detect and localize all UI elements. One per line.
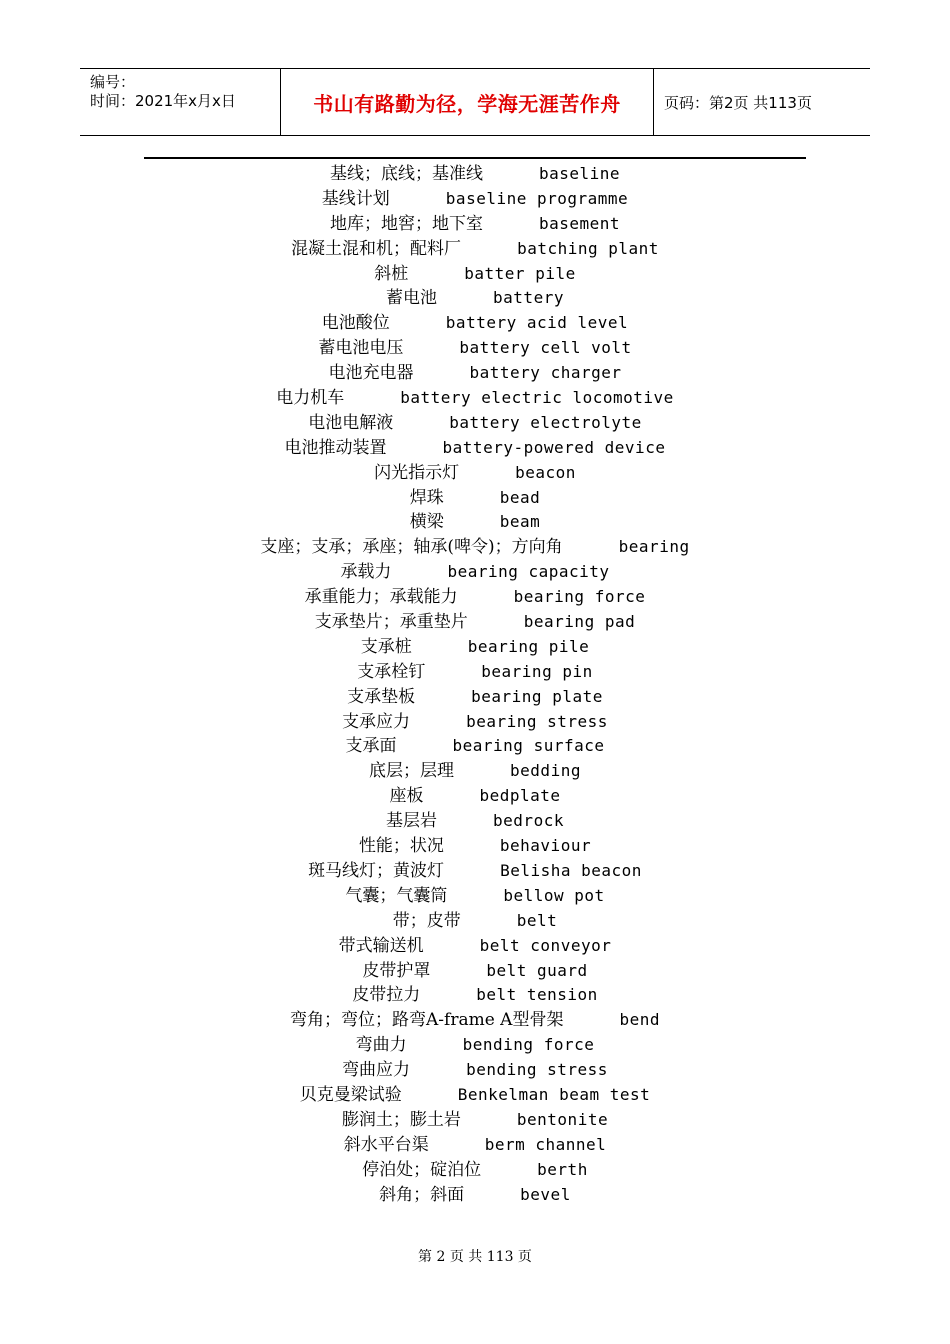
entry-chinese-term: 电力机车 [276, 388, 345, 409]
glossary-entry [0, 884, 950, 909]
entry-chinese-term: 支座；支承；承座；轴承(啤令)；方向角 [260, 537, 563, 558]
glossary-entry [0, 1058, 950, 1083]
glossary-entry [0, 959, 950, 984]
page-info: 页码：第2页 共113页 [664, 93, 812, 112]
entry-english-term: bend [619, 1010, 660, 1030]
glossary-entry [0, 983, 950, 1008]
entry-chinese-term: 底层；层理 [369, 761, 455, 782]
entry-chinese-term: 带式输送机 [338, 935, 424, 956]
entry-english-term: bearing plate [471, 686, 603, 706]
entry-english-term: baseline programme [445, 188, 629, 208]
glossary-entry [0, 934, 950, 959]
entry-english-term: Benkelman beam test [457, 1084, 651, 1104]
entry-english-term: battery [493, 288, 564, 308]
document-header [80, 68, 870, 136]
entry-english-term: belt guard [486, 960, 588, 980]
entry-chinese-term: 支承垫板 [347, 686, 416, 707]
entry-english-term: battery acid level [445, 313, 629, 333]
entry-english-term: berm channel [484, 1134, 607, 1154]
glossary-entry [0, 909, 950, 934]
glossary-entry [0, 834, 950, 859]
entry-chinese-term: 气囊；气囊筒 [345, 885, 448, 906]
entry-chinese-term: 斑马线灯；黄波灯 [308, 860, 445, 881]
entry-english-term: behaviour [499, 836, 592, 856]
glossary-list [0, 162, 950, 1207]
glossary-entry [0, 660, 950, 685]
glossary-entry [0, 859, 950, 884]
entry-chinese-term: 地库；地窖；地下室 [329, 213, 483, 234]
entry-chinese-term: 支承应力 [342, 711, 411, 732]
entry-chinese-term: 带；皮带 [392, 910, 461, 931]
entry-chinese-term: 蓄电池电压 [318, 338, 404, 359]
glossary-entry [0, 734, 950, 759]
entry-english-term: Belisha beacon [500, 860, 642, 880]
entry-chinese-term: 皮带拉力 [352, 985, 421, 1006]
entry-english-term: bead [499, 487, 541, 507]
entry-chinese-term: 电池电解液 [308, 412, 394, 433]
entry-chinese-term: 电池推动装置 [284, 437, 387, 458]
entry-english-term: belt tension [476, 985, 598, 1005]
entry-chinese-term: 停泊处；碇泊位 [362, 1159, 482, 1180]
entry-chinese-term: 横梁 [409, 512, 444, 533]
entry-english-term: beacon [515, 462, 576, 482]
glossary-entry [0, 411, 950, 436]
entry-english-term: bending force [462, 1035, 595, 1055]
entry-english-term: battery electric locomotive [400, 388, 674, 408]
entry-english-term: battery charger [469, 363, 622, 383]
glossary-entry [0, 560, 950, 585]
entry-chinese-term: 闪光指示灯 [374, 462, 460, 483]
header-page-cell [654, 69, 870, 135]
entry-chinese-term: 承重能力；承载能力 [304, 587, 458, 608]
entry-chinese-term: 斜角；斜面 [379, 1184, 465, 1205]
entry-english-term: bearing pin [481, 661, 593, 681]
entry-chinese-term: 混凝土混和机；配料厂 [291, 238, 462, 259]
entry-english-term: battery cell volt [459, 338, 632, 358]
glossary-entry [0, 311, 950, 336]
entry-english-term: batter pile [464, 263, 576, 283]
glossary-entry [0, 212, 950, 237]
entry-english-term: bearing capacity [447, 562, 610, 582]
glossary-entry [0, 461, 950, 486]
entry-english-term: belt conveyor [479, 935, 612, 955]
header-motto-cell [281, 69, 654, 135]
glossary-entry [0, 436, 950, 461]
glossary-entry [0, 759, 950, 784]
entry-english-term: batching plant [517, 238, 659, 258]
glossary-entry [0, 510, 950, 535]
entry-chinese-term: 基层岩 [386, 811, 438, 832]
glossary-entry [0, 685, 950, 710]
glossary-entry [0, 1108, 950, 1133]
glossary-entry [0, 361, 950, 386]
glossary-entry [0, 1158, 950, 1183]
entry-chinese-term: 蓄电池 [386, 288, 438, 309]
entry-chinese-term: 电池充电器 [328, 363, 414, 384]
glossary-entry [0, 1183, 950, 1208]
entry-chinese-term: 皮带护罩 [362, 960, 431, 981]
entry-english-term: bearing [618, 537, 690, 557]
entry-english-term: bearing pad [523, 612, 636, 632]
entry-chinese-term: 座板 [389, 786, 424, 807]
entry-english-term: beam [499, 512, 541, 532]
entry-chinese-term: 支承栓钉 [357, 661, 426, 682]
code-label: 编号： [90, 73, 136, 91]
entry-chinese-term: 基线；底线；基准线 [329, 164, 483, 184]
entry-chinese-term: 斜水平台渠 [343, 1134, 429, 1155]
glossary-entry [0, 1083, 950, 1108]
entry-chinese-term: 斜桩 [374, 263, 409, 284]
entry-english-term: battery-powered device [442, 437, 666, 457]
footer-page-number: 第 2 页 共 113 页 [418, 1249, 532, 1265]
entry-english-term: bedding [510, 761, 581, 781]
entry-english-term: baseline [538, 164, 621, 183]
glossary-entry [0, 162, 950, 187]
entry-english-term: bedplate [479, 786, 561, 806]
entry-chinese-term: 电池酸位 [321, 313, 390, 334]
glossary-entry [0, 1008, 950, 1033]
entry-chinese-term: 支承面 [345, 736, 397, 757]
entry-chinese-term: 膨润土；膨土岩 [341, 1109, 461, 1130]
entry-chinese-term: 焊珠 [409, 487, 444, 508]
header-meta-cell [80, 69, 281, 135]
entry-chinese-term: 贝克曼梁试验 [299, 1084, 402, 1105]
glossary-entry [0, 635, 950, 660]
glossary-entry [0, 336, 950, 361]
entry-english-term: basement [538, 213, 621, 233]
glossary-entry [0, 262, 950, 287]
entry-chinese-term: 弯角；弯位；路弯A-frame A型骨架 [290, 1010, 564, 1031]
entry-chinese-term: 基线计划 [321, 188, 390, 209]
entry-english-term: bellow pot [503, 885, 605, 905]
entry-english-term: bedrock [493, 811, 564, 831]
glossary-entry [0, 187, 950, 212]
entry-chinese-term: 支承桩 [360, 636, 412, 657]
motto-text: 书山有路勤为径，学海无涯苦作舟 [313, 91, 621, 116]
glossary-entry [0, 784, 950, 809]
glossary-entry [0, 585, 950, 610]
entry-chinese-term: 性能；状况 [358, 836, 444, 857]
entry-chinese-term: 承载力 [340, 562, 392, 583]
glossary-entry [0, 386, 950, 411]
entry-chinese-term: 弯曲应力 [342, 1060, 411, 1081]
entry-english-term: bearing stress [466, 711, 608, 731]
time-label: 时间：2021年x月x日 [90, 92, 236, 110]
entry-english-term: bevel [520, 1184, 571, 1204]
entry-english-term: bearing force [513, 587, 646, 607]
page-footer [0, 1246, 950, 1266]
glossary-entry [0, 610, 950, 635]
entry-english-term: berth [537, 1159, 588, 1179]
entry-chinese-term: 支承垫片；承重垫片 [314, 612, 468, 633]
entry-english-term: belt [516, 910, 558, 930]
entry-english-term: battery electrolyte [449, 412, 642, 432]
glossary-entry [0, 237, 950, 262]
glossary-entry [0, 809, 950, 834]
glossary-entry [0, 535, 950, 560]
entry-english-term: bentonite [516, 1109, 609, 1129]
entry-chinese-term: 弯曲力 [355, 1035, 407, 1056]
header-divider [144, 157, 806, 159]
entry-english-term: bending stress [466, 1060, 608, 1080]
entry-english-term: bearing pile [467, 636, 590, 656]
entry-english-term: bearing surface [452, 736, 605, 756]
glossary-entry [0, 1133, 950, 1158]
glossary-entry [0, 486, 950, 511]
glossary-entry [0, 286, 950, 311]
glossary-entry [0, 1033, 950, 1058]
glossary-entry [0, 710, 950, 735]
